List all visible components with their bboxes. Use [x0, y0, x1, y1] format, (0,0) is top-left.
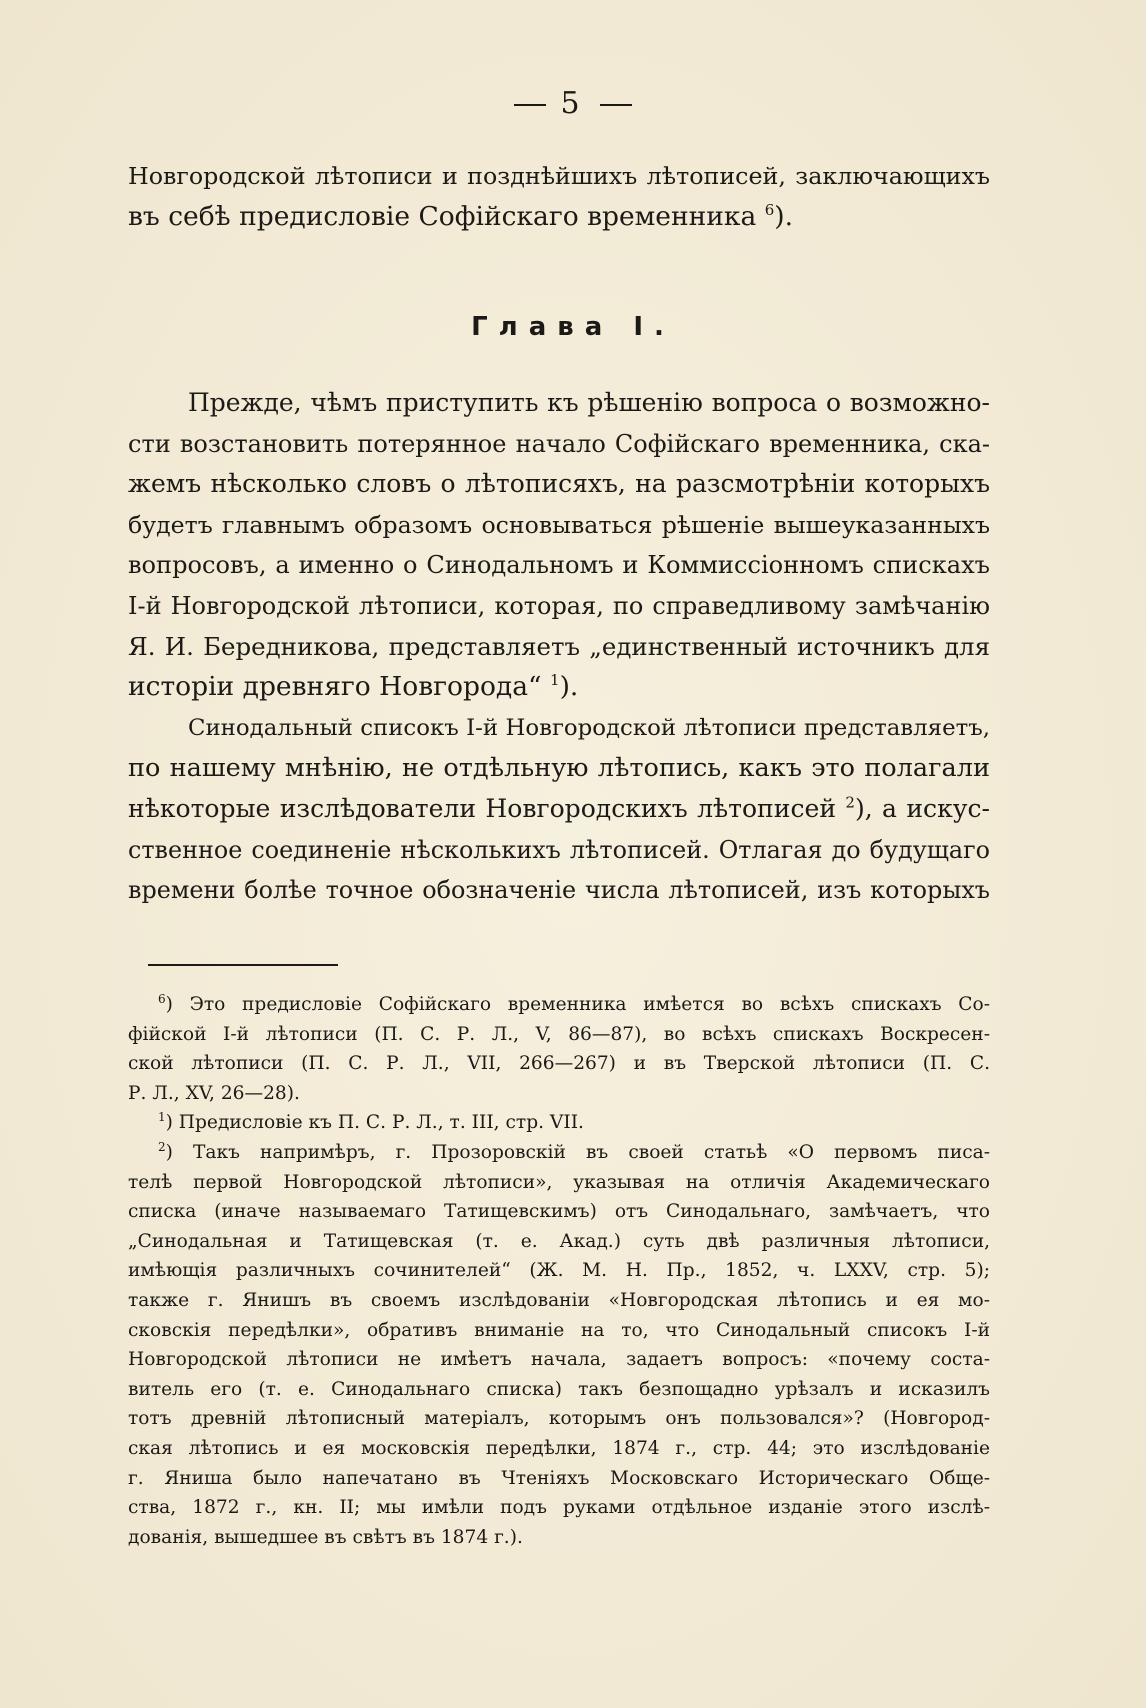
footnote-1	[128, 1108, 990, 1138]
text-fragment: ) Такъ напримѣръ, г. Прозоровскій въ своей статьѣ «О первомъ писа-	[165, 1141, 990, 1163]
text-line	[128, 197, 990, 238]
footnote-line: сковскія передѣлки», обративъ вниманіе на то, что Синодальный списокъ І-й	[128, 1319, 990, 1341]
text-line: будетъ главнымъ образомъ основываться рѣшеніе вышеуказанныхъ	[128, 510, 990, 539]
footnote-line: Новгородской лѣтописи не имѣетъ начала, задаетъ вопросъ: «почему соста-	[128, 1349, 990, 1371]
page-number	[0, 86, 1146, 121]
footnote-line: фійской І-й лѣтописи (П. С. Р. Л., V, 86—87), во всѣхъ спискахъ Воскресен-	[128, 1023, 990, 1045]
footnote-line: Р. Л., XV, 26—28).	[128, 1082, 300, 1104]
text-fragment: ), а искус-	[854, 793, 990, 823]
footnote-separator	[148, 964, 338, 966]
text-line: Прежде, чѣмъ приступить къ рѣшенію вопроса о возможно-	[188, 388, 990, 417]
footnote-line: ская лѣтопись и ея московскія передѣлки, 1874 г., стр. 44; это изслѣдованіе	[128, 1437, 990, 1459]
footnote-line	[128, 1138, 990, 1168]
text-line: Я. И. Бередникова, представляетъ „единственный источникъ для	[128, 631, 990, 661]
footnote-line	[128, 1108, 990, 1138]
text-line: Синодальный списокъ І-й Новгородской лѣтописи представляетъ,	[188, 714, 990, 741]
text-line: по нашему мнѣнію, не отдѣльную лѣтопись, какъ это полагали	[128, 753, 990, 784]
text-line: сти возстановить потерянное начало Софійскаго временника, ска-	[128, 429, 990, 458]
text-fragment: ).	[774, 200, 794, 232]
page-number-value: 5	[560, 86, 586, 121]
footnote-line: ства, 1872 г., кн. II; мы имѣли подъ руками отдѣльное изданіе этого изслѣ-	[128, 1497, 990, 1519]
footnote-ref: 6	[764, 200, 775, 219]
text-line	[128, 667, 990, 708]
footnote-line: „Синодальная и Татищевская (т. е. Акад.) суть двѣ различныя лѣтописи,	[128, 1230, 990, 1252]
footnote-line: витель его (т. е. Синодальнаго списка) такъ безпощадно урѣзалъ и исказилъ	[128, 1378, 990, 1400]
footnote-line: списка (иначе называемаго Татищевскимъ) отъ Синодальнаго, замѣчаетъ, что	[128, 1201, 990, 1223]
text-fragment: нѣкоторые изслѣдователи Новгородскихъ лѣтописей	[128, 793, 837, 823]
footnote-marker: 6	[158, 991, 166, 1006]
text-line: времени болѣе точное обозначеніе числа лѣтописей, изъ которыхъ	[128, 876, 990, 905]
text-fragment: исторіи древняго Новгорода“	[128, 671, 542, 703]
footnote-line: г. Яниша было напечатано въ Чтеніяхъ Московскаго Историческаго Обще-	[128, 1467, 990, 1489]
footnote-line: также г. Янишъ въ своемъ изслѣдованіи «Новгородская лѣтопись и ея мо-	[128, 1289, 990, 1311]
intro-paragraph	[128, 156, 990, 237]
footnote-ref: 1	[550, 671, 560, 690]
page-number-dash-left	[514, 104, 546, 106]
text-line: жемъ нѣсколько словъ о лѣтописяхъ, на разсмотрѣніи которыхъ	[128, 469, 990, 499]
footnote-line: телѣ первой Новгородской лѣтописи», указывая на отличія Академическаго	[128, 1171, 990, 1193]
footnote-line	[128, 990, 990, 1020]
text-line	[128, 789, 990, 830]
text-fragment: ).	[559, 671, 579, 703]
footnote-line: ской лѣтописи (П. С. Р. Л., VII, 266—267) и въ Тверской лѣтописи (П. С.	[128, 1053, 990, 1075]
text-line: Новгородской лѣтописи и позднѣйшихъ лѣтописей, заключающихъ	[128, 162, 990, 190]
footnote-2	[128, 1138, 990, 1552]
footnote-line: имѣющія различныхъ сочинителей“ (Ж. М. Н. Пр., 1852, ч. LXXV, стр. 5);	[128, 1260, 990, 1282]
page-number-dash-right	[600, 104, 632, 106]
footnote-line: дованія, вышедшее въ свѣтъ въ 1874 г.).	[128, 1526, 523, 1548]
footnotes	[128, 990, 990, 1552]
text-fragment: ) Предисловіе къ П. С. Р. Л., т. III, стр. VII.	[165, 1112, 584, 1134]
footnote-marker: 2	[158, 1139, 166, 1154]
main-text	[128, 383, 990, 911]
text-fragment: ) Это предисловіе Софійскаго временника имѣется во всѣхъ спискахъ Со-	[165, 994, 990, 1015]
footnote-ref: 2	[845, 793, 855, 812]
text-line: ственное соединеніе нѣсколькихъ лѣтописей. Отлагая до будущаго	[128, 835, 990, 864]
text-line: І-й Новгородской лѣтописи, которая, по справедливому замѣчанію	[128, 591, 990, 620]
chapter-heading: Глава I.	[471, 312, 675, 342]
footnote-marker: 1	[158, 1110, 166, 1125]
footnote-line: тотъ древній лѣтописный матеріалъ, которымъ онъ пользовался»? (Новгород-	[128, 1408, 990, 1430]
text-fragment: въ себѣ предисловіе Софійскаго временника	[128, 200, 757, 232]
text-line: вопросовъ, а именно о Синодальномъ и Коммиссіонномъ спискахъ	[128, 551, 990, 580]
footnote-6	[128, 990, 990, 1108]
